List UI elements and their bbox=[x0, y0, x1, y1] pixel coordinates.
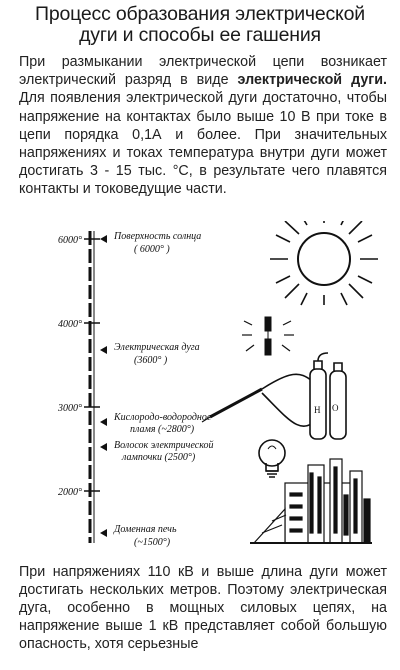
light-bulb-icon bbox=[259, 440, 285, 477]
tick-3000: 3000° bbox=[58, 402, 82, 414]
title-line-1: Процесс образования электрической bbox=[35, 3, 365, 25]
tank-letter-o: O bbox=[332, 402, 339, 413]
intro-text-before: При размыкании электрической цепи возникает электрический разряд в виде bbox=[19, 54, 387, 89]
bottom-paragraph: При напряжениях 110 кВ и выше длина дуги может достигать нескольких метров. Поэтому электрическая дуга, особенно в мощных силовых цепях, на напряжение выше 1 кВ представляет собой большую опасность, хотя серьезные bbox=[19, 563, 387, 653]
scale-markers bbox=[100, 235, 107, 537]
label-lamp-1: Волосок электрической bbox=[114, 439, 214, 451]
sun-icon bbox=[270, 221, 378, 305]
title-line-2: дуги и способы ее гашения bbox=[79, 24, 321, 46]
temperature-figure bbox=[0, 221, 400, 551]
tank-letter-h: H bbox=[314, 404, 321, 415]
label-furnace-2: (~1500°) bbox=[134, 536, 171, 548]
label-oxy-1: Кислородо-водородное bbox=[114, 411, 212, 423]
intro-paragraph bbox=[19, 53, 387, 199]
label-sun-2: ( 6000° ) bbox=[134, 243, 170, 255]
label-lamp-2: лампочки (2500°) bbox=[122, 451, 196, 463]
intro-bold-term: электрической дуги. bbox=[237, 72, 387, 89]
temperature-scale-illustration bbox=[0, 221, 400, 551]
electric-arc-icon bbox=[242, 317, 294, 355]
gas-torch-icon bbox=[202, 353, 346, 439]
label-arc-1: Электрическая дуга bbox=[114, 341, 200, 353]
tick-6000: 6000° bbox=[58, 234, 82, 246]
label-oxy-2: пламя (~2800°) bbox=[130, 423, 195, 435]
tick-4000: 4000° bbox=[58, 318, 82, 330]
tick-2000: 2000° bbox=[58, 486, 82, 498]
label-sun-1: Поверхность солнца bbox=[114, 230, 202, 242]
page-title bbox=[8, 4, 392, 46]
label-furnace-1: Доменная печь bbox=[114, 523, 177, 535]
label-arc-2: (3600° ) bbox=[134, 354, 168, 366]
temperature-scale bbox=[84, 231, 100, 543]
intro-text-after: Для появления электрической дуги достаточно, чтобы напряжение на контактах было выше 10 В при токе в цепи порядка 0,1А и более. При значительных напряжениях и токах температура внутри дуги может достигать 3 - 15 тыс. °С, в результате чего плавятся контакты и токоведущие части. bbox=[19, 90, 387, 198]
